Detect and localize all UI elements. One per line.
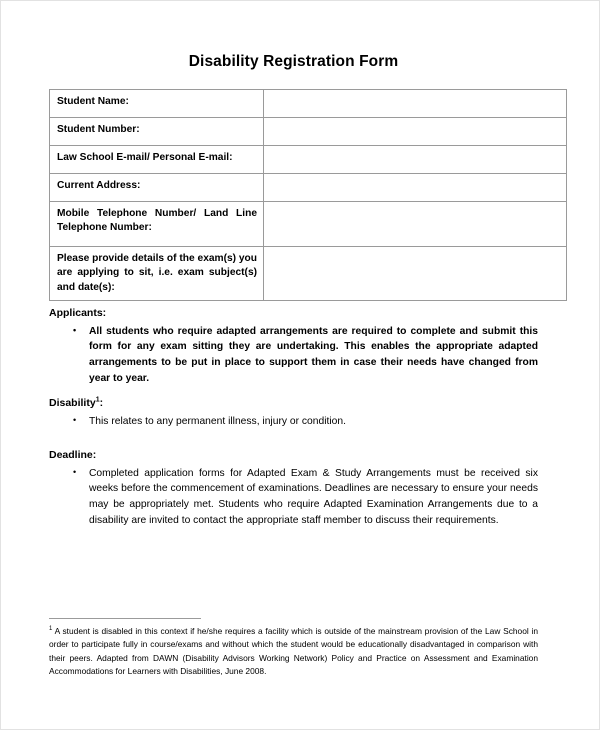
field-input-email[interactable] [264, 146, 567, 174]
field-label-email: Law School E-mail/ Personal E-mail: [50, 146, 264, 174]
field-input-student-name[interactable] [264, 90, 567, 118]
section-heading-deadline: Deadline: [49, 449, 97, 461]
section-bullet-list-deadline [49, 466, 538, 529]
footnote-separator [49, 618, 201, 619]
table-row [50, 146, 567, 174]
page-title: Disability Registration Form [188, 53, 399, 70]
footnote-text: A student is disabled in this context if he/she requires a facility which is outside of the mainstream provision of the Law School in order to participate fully in course/exams and without which the student would be educationally disadvantaged in comparison with their peers. Adapted from DAWN (Disability Advisors Working Network) Policy and Practice on Assessment and Examination Accommodations for Learners with Disabilities, June 2008. [49, 626, 538, 676]
field-input-exam-details[interactable] [264, 247, 567, 301]
list-item: • All students who require adapted arrangements are required to complete and submit this form for any exam sitting they are undertaking. This enables the appropriate adapted arrangements to be put in place to support them in case their needs have changed from year to year. [89, 324, 538, 387]
field-label-telephone: Mobile Telephone Number/ Land Line Telephone Number: [50, 202, 264, 247]
registration-form-table [49, 89, 567, 301]
table-row [50, 247, 567, 301]
section-bullet-list-disability [49, 414, 538, 430]
field-label-student-number: Student Number: [50, 118, 264, 146]
footnote [49, 625, 538, 678]
field-input-current-address[interactable] [264, 174, 567, 202]
section-bullet-list-applicants [49, 324, 538, 387]
footnote-marker: 1 [49, 626, 53, 633]
table-row [50, 202, 567, 247]
section-disability [49, 397, 538, 429]
table-row [50, 174, 567, 202]
list-item: • Completed application forms for Adapted Exam & Study Arrangements must be received six weeks before the commencement of examinations. Deadlines are necessary to ensure your needs may be appropriately met. Students who require Adapted Examination Arrangements due to a disability are invited to contact the appropriate staff member to discuss their requirements. [89, 466, 538, 529]
field-input-telephone[interactable] [264, 202, 567, 247]
section-heading-disability-colon: : [99, 397, 104, 409]
section-heading-disability-text: Disability [49, 397, 96, 409]
field-label-exam-details: Please provide details of the exam(s) you are applying to sit, i.e. exam subject(s) and date(s): [50, 247, 264, 301]
field-label-student-name: Student Name: [50, 90, 264, 118]
list-item: • This relates to any permanent illness, injury or condition. [89, 414, 538, 430]
form-table-body [50, 90, 567, 301]
table-row [50, 118, 567, 146]
footnote-marker-superscript: 1 [95, 396, 100, 404]
section-heading-applicants: Applicants: [49, 307, 107, 319]
table-row [50, 90, 567, 118]
field-label-current-address: Current Address: [50, 174, 264, 202]
section-applicants [49, 307, 538, 386]
section-deadline [49, 449, 538, 528]
field-input-student-number[interactable] [264, 118, 567, 146]
section-heading-disability [49, 397, 538, 411]
